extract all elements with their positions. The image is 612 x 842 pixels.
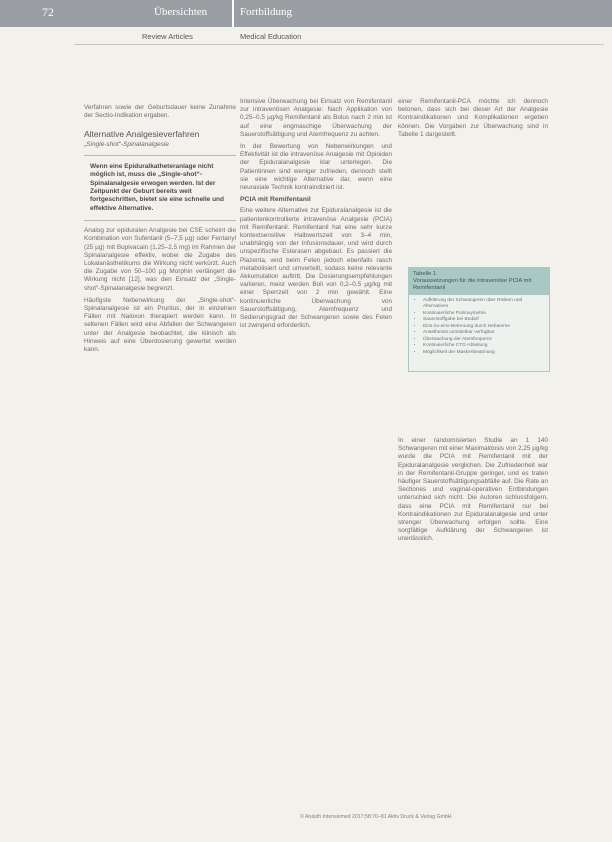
section-title-fortbildung: Fortbildung (240, 6, 292, 18)
table-caption: Voraussetzungen für die intravenöse PCIA mit Remifentanil (413, 278, 532, 291)
paragraph: Verfahren sowie der Geburtsdauer keine Zunahme der Sectio-Indikation ergaben. (84, 104, 236, 120)
table-item: • Überwachung der Atemfrequenz (423, 337, 545, 343)
table-item: • Möglichkeit der Maskenbeatmung (423, 350, 545, 356)
paragraph: Häufigste Nebenwirkung der „Single-shot“-Spinalanalgesie ist ein Pruritus, der in einzelnen Fällen mit Naloxon therapiert werden kann. In seltenen Fällen wird eine Abfallen der Schwangeren unter der Analgesie beobachtet, die klinisch als Hinweis auf eine Überdosierung gewertet werden kann. (84, 296, 236, 354)
table-item: • Kontinuierliche Pulsoxymetrie (423, 311, 545, 317)
paragraph: Intensive Überwachung bei Einsatz von Remifentanil zur intravenösen Analgesie: Nach Applikation von 0,25–0,5 µg/kg Remifentanil als Bolus nach 2 min ist auf eine engmaschige Überwachung der Sauerstoffsättigung und Atemfrequenz zu achten. (240, 98, 392, 138)
page-number: 72 (42, 5, 54, 19)
section-title-de: Übersichten (154, 6, 208, 18)
table-1 (408, 267, 550, 372)
table-item: • Aufklärung der Schwangeren über Risiken und Alternativen (423, 298, 545, 310)
table-item: • Kontinuierliche CTG-Ableitung (423, 343, 545, 349)
column-middle (240, 98, 392, 334)
header-bar (0, 0, 612, 27)
header-rule (74, 44, 604, 45)
column-right-bottom (398, 437, 548, 548)
table-item: • Anästhesist unmittelbar verfügbar (423, 330, 545, 336)
column-right-top (398, 98, 548, 143)
table-item: • Sauerstoffgabe bei Bedarf (423, 317, 545, 323)
table-item: • Eins-zu-eins-Betreuung durch Hebamme (423, 324, 545, 330)
section-subtitle-medical-education: Medical Education (240, 32, 302, 41)
section-subheading: „Single-shot“-Spinalanalgesie (84, 140, 169, 148)
paragraph: einer Remifentanil-PCA möchte ich dennoch betonen, dass sich bei dieser Art der Analgesie Kontraindikationen und Komplikationen ergeben können. Die Vorgaben zur Überwachung sind in Tabelle 1 dargestellt. (398, 98, 548, 138)
header-divider (232, 0, 234, 27)
table-header (409, 268, 549, 295)
paragraph: Eine weitere Alternative zur Epiduralanalgesie ist die patientenkontrollierte intravenöse Analgesie (PCIA) mit Remifentanil. Remifentanil hat eine sehr kurze kontextsensitive Halbwertszeit von 3–4 min, unabhängig von der Infusionsdauer, und wird durch unspezifische Esterasen abgebaut. Es passiert die Plazenta, wird beim Feten jedoch ebenfalls rasch metabolisiert und umverteilt, sodass keine relevante Akkumulation auftritt. Die Dosierungsempfehlungen variieren, meist werden Boli von 0,2–0,5 µg/kg mit einer Sperrzeit von 2 min gewählt. Eine kontinuierliche Überwachung von Sauerstoffsättigung, Atemfrequenz und Sedierungsgrad der Schwangeren sowie des Feten ist zwingend erforderlich. (240, 207, 392, 330)
column-left (84, 104, 236, 358)
table-list (423, 298, 545, 356)
callout-box: Wenn eine Epiduralkatheteranlage nicht möglich ist, muss die „Single-shot“-Spinalanalgesie erwogen werden. Ist der Zeitpunkt der Geburt bereits weit fortgeschritten, bietet sie eine schnelle und effektive Alternative. (84, 155, 236, 221)
section-subtitle-en: Review Articles (142, 32, 193, 41)
paragraph: Analog zur epiduralen Analgesie bei CSE scheint die Kombination von Sufentanil (5–7,5 µg) oder Fentanyl (25 µg) mit Bupivacain (1,25–2,5 mg) im Rahmen der Spinalanalgesie effektiv, wobei die Zugabe des Lokalanästhetikums die Wirkung nicht verkürzt. Auch die Zugabe von 50–100 µg Morphin verlängert die Wirkung nicht [12], was den Einsatz der „Single-shot“-Spinalanalgesie begrenzt. (84, 227, 236, 292)
copyright-footer: © Anästh Intensivmed 2017;58:70–81 Aktiv Druck & Verlag GmbH (300, 814, 452, 820)
section-heading: PCIA mit Remifentanil (240, 196, 311, 204)
paragraph: In einer randomisierten Studie an 1 140 Schwangeren mit einer Maximaldosis von 2,25 µg/kg wurde die PCIA mit Remifentanil mit der Epiduralanalgesie verglichen. Die Zufriedenheit war in der Remifentanil-Gruppe geringer, und es traten häufiger Sauerstoffsättigungsabfälle auf. Die Rate an Sectiones und vaginal-operativen Entbindungen unterschied sich nicht. Die Autoren schlussfolgern, dass eine PCIA mit Remifentanil nur bei Kontraindikationen zur Epiduralanalgesie und unter strenger Überwachung erfolgen sollte. Eine sorgfältige Aufklärung der Schwangeren ist unerlässlich. (398, 437, 548, 543)
section-heading: Alternative Analgesieverfahren (84, 129, 200, 140)
paragraph: In der Bewertung von Nebenwirkungen und Effektivität ist die intravenöse Analgesie mit Opioiden der Epiduralanalgesie klar unterlegen. Die Patientinnen sind weniger zufrieden, dennoch stellt sie eine wichtige Alternative dar, wenn eine neuraxiale Technik kontraindiziert ist. (240, 143, 392, 192)
table-title: Tabelle 1 (413, 271, 437, 277)
